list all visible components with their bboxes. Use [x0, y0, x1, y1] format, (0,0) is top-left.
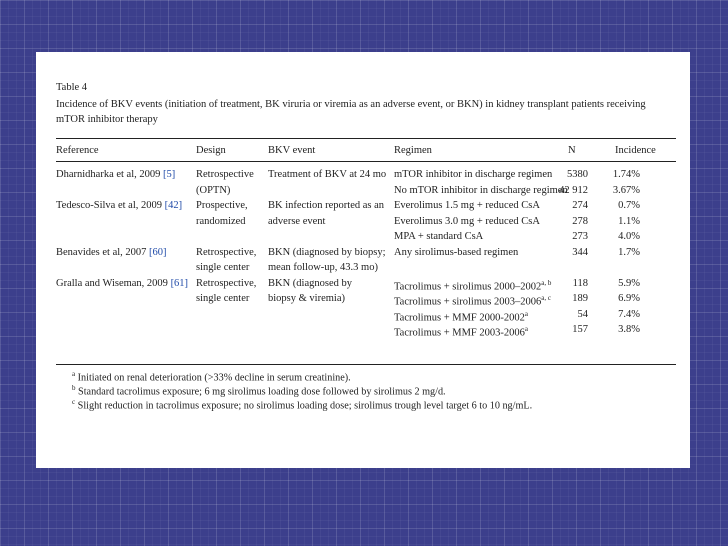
citation-link[interactable]: [60] [149, 246, 167, 258]
footnote-text: Standard tacrolimus exposure; 6 mg sirolimus loading dose followed by sirolimus 2 mg/d. [75, 386, 446, 398]
design-cell: Prospective, [196, 200, 248, 211]
footnote-mark: c [72, 398, 76, 406]
footnote [72, 398, 532, 411]
footnote-marker: a [524, 325, 529, 333]
n-cell: 42 912 [559, 184, 588, 196]
footnote [72, 384, 446, 397]
regimen-text: Any sirolimus-based regimen [394, 246, 519, 258]
footnote-marker: a, c [541, 294, 551, 302]
regimen-text: No mTOR inhibitor in discharge regimen [394, 184, 568, 196]
n-cell: 278 [572, 215, 588, 227]
bkv-event-cell: BKN (diagnosed by [268, 277, 352, 289]
n-cell: 54 [577, 308, 588, 320]
reference-cell [56, 167, 175, 182]
incidence-cell: 3.67% [612, 184, 640, 196]
incidence-cell: 3.8% [618, 324, 640, 335]
bkv-event-cell: Treatment of BKV at 24 mo [268, 169, 387, 180]
regimen-text: Tacrolimus + MMF 2000-2002 [394, 312, 525, 323]
header-reference: Reference [56, 145, 99, 156]
n-cell: 273 [572, 231, 588, 242]
regimen-text: Tacrolimus + MMF 2003-2006 [394, 327, 525, 339]
table-caption: Incidence of BKV events (initiation of treatment, BK viruria or viremia as an adverse event, or BKN) in kidney transplant patients receiving mTOR inhibitor therapy [56, 99, 646, 125]
n-cell: 157 [572, 324, 588, 335]
reference-cell [56, 276, 188, 291]
footnote-marker: a, b [541, 278, 552, 287]
regimen-cell [394, 229, 483, 244]
n-cell: 5380 [567, 169, 588, 180]
citation-link[interactable]: [42] [164, 200, 183, 211]
design-cell: single center [196, 293, 250, 304]
reference-text: Benavides et al, 2007 [56, 246, 150, 258]
header-bkv-event: BKV event [268, 145, 316, 156]
footnote-marker: a [524, 309, 529, 318]
footnote-mark: b [72, 384, 76, 392]
slide-panel [36, 52, 690, 468]
footnote [72, 370, 351, 383]
design-cell: (OPTN) [196, 184, 231, 196]
regimen-text: Tacrolimus + sirolimus 2003–2006 [394, 296, 542, 308]
footnote-text: Slight reduction in tacrolimus exposure; no sirolimus loading dose; sirolimus trough level target 6 to 10 ng/mL. [75, 400, 533, 412]
reference-text: Dharnidharka et al, 2009 [56, 169, 164, 180]
bkv-event-cell: mean follow-up, 43.3 mo) [268, 262, 378, 273]
footnote-mark: a [72, 370, 76, 378]
regimen-cell [394, 245, 518, 260]
reference-text: Tedesco-Silva et al, 2009 [56, 200, 165, 211]
regimen-cell [394, 214, 540, 229]
design-cell: single center [196, 262, 250, 273]
design-cell: Retrospective, [196, 277, 257, 289]
design-cell: Retrospective, [196, 246, 257, 258]
regimen-cell [394, 322, 528, 341]
reference-text: Gralla and Wiseman, 2009 [56, 277, 171, 289]
bkv-event-cell: adverse event [268, 215, 326, 227]
citation-link[interactable]: [61] [170, 277, 189, 289]
n-cell: 274 [572, 200, 588, 211]
regimen-text: MPA + standard CsA [394, 231, 484, 242]
incidence-cell: 0.7% [618, 200, 640, 211]
incidence-cell: 1.74% [612, 169, 640, 180]
regimen-cell [394, 198, 540, 213]
header-regimen: Regimen [394, 145, 432, 156]
table-bottom-rule [56, 364, 676, 365]
regimen-text: Everolimus 1.5 mg + reduced CsA [394, 200, 540, 211]
header-incidence: Incidence [615, 145, 656, 156]
citation-link[interactable]: [5] [163, 169, 176, 180]
incidence-cell: 1.7% [618, 246, 640, 258]
design-cell: randomized [196, 215, 246, 227]
incidence-cell: 6.9% [618, 293, 640, 304]
regimen-text: Tacrolimus + sirolimus 2000–2002 [394, 281, 542, 292]
footnote-text: Initiated on renal deterioration (>33% decline in serum creatinine). [75, 372, 351, 384]
regimen-text: Everolimus 3.0 mg + reduced CsA [394, 215, 540, 227]
n-cell: 344 [572, 246, 588, 258]
n-cell: 189 [572, 293, 588, 304]
design-cell: Retrospective [196, 169, 254, 180]
incidence-cell: 5.9% [618, 277, 640, 289]
regimen-cell [394, 183, 568, 198]
reference-cell [56, 198, 182, 213]
incidence-cell: 7.4% [618, 308, 640, 320]
table-number: Table 4 [56, 82, 88, 93]
incidence-cell: 4.0% [618, 231, 640, 242]
bkv-event-cell: BKN (diagnosed by biopsy; [268, 246, 386, 258]
regimen-text: mTOR inhibitor in discharge regimen [394, 169, 553, 180]
bkv-event-cell: BK infection reported as an [268, 200, 385, 211]
reference-cell [56, 245, 167, 260]
table-top-rule [56, 138, 676, 139]
header-n: N [568, 145, 576, 156]
n-cell: 118 [572, 277, 588, 289]
regimen-cell [394, 167, 552, 182]
bkv-event-cell: biopsy & viremia) [268, 293, 345, 304]
table-header-rule [56, 161, 676, 162]
incidence-cell: 1.1% [618, 215, 640, 227]
header-design: Design [196, 145, 226, 156]
